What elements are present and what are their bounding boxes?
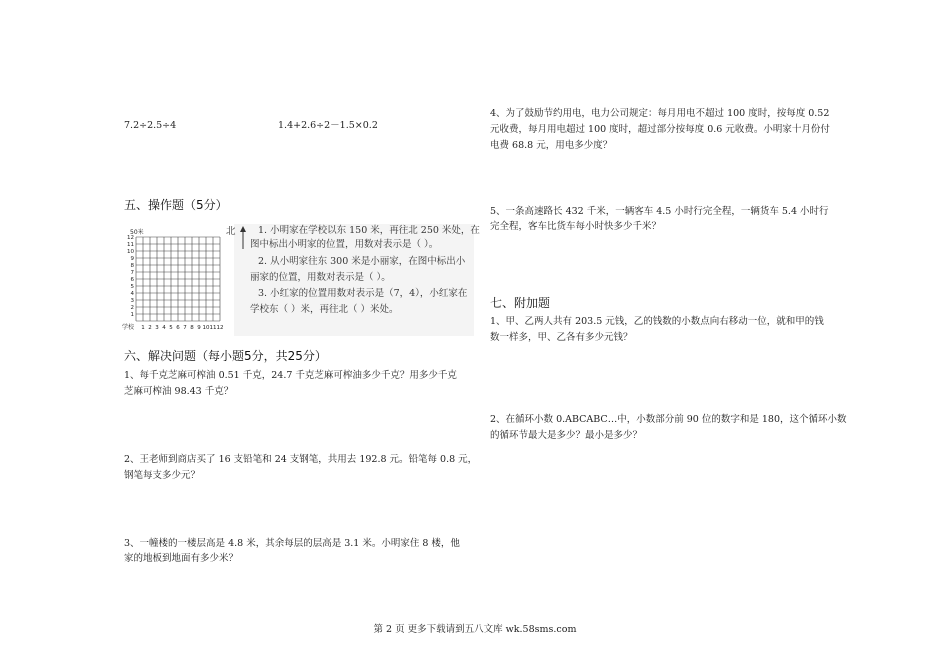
y-tick-label: 5	[130, 284, 134, 290]
right-q5-line1: 5、一条高速路长 432 千米，一辆客车 4.5 小时行完全程，一辆货车 5.4 小时行	[490, 206, 829, 217]
instruction-line-1: 1. 小明家在学校以东 150 米，再往北 250 米处，在	[258, 225, 480, 236]
north-label: 北	[226, 226, 236, 237]
instruction-line-2: 图中标出小明家的位置，用数对表示是（ ）。	[250, 239, 439, 250]
right-q4-line1: 4、为了鼓励节约用电，电力公司规定：每月用电不超过 100 度时，按每度 0.52	[490, 108, 830, 119]
section7-title: 七、附加题	[490, 296, 551, 310]
s7-q1-line1: 1、甲、乙两人共有 203.5 元钱，乙的钱数的小数点向右移动一位，就和甲的钱	[490, 316, 824, 327]
y-tick-label: 2	[130, 305, 134, 311]
school-label: 学校	[122, 324, 135, 331]
section5-title: 五、操作题（5分）	[124, 198, 228, 212]
instruction-line-3: 2. 从小明家往东 300 米是小丽家，在图中标出小	[258, 256, 466, 267]
x-tick-label: 4	[162, 325, 166, 331]
y-tick-label: 1	[130, 312, 134, 318]
operation-instructions	[226, 224, 480, 336]
s7-q2-line1: 2、在循环小数 0.ABCABC…中，小数部分前 90 位的数字和是 180，这个循环小数	[490, 414, 847, 425]
x-tick-label: 3	[155, 325, 159, 331]
x-tick-label: 12	[216, 325, 224, 331]
x-tick-label: 6	[176, 325, 180, 331]
page-footer: 第 2 页 更多下载请到五八文库 wk.58sms.com	[373, 624, 577, 635]
y-tick-label: 11	[127, 242, 134, 248]
y-tick-label: 8	[130, 263, 134, 269]
instruction-line-6: 学校东（ ）米，再往北（ ）米处。	[250, 304, 399, 315]
x-tick-label: 9	[197, 325, 201, 331]
north-arrow-icon	[238, 226, 248, 250]
s6-q1-line1: 1、每千克芝麻可榨油 0.51 千克，24.7 千克芝麻可榨油多少千克？用多少千克	[124, 370, 457, 381]
x-tick-label: 8	[190, 325, 194, 331]
y-tick-label: 3	[130, 298, 134, 304]
grid-scale-label: 50米	[130, 229, 144, 236]
calc-expression-2: 1.4+2.6÷2－1.5×0.2	[278, 120, 378, 131]
grid-svg	[122, 224, 234, 336]
s6-q1-line2: 芝麻可榨油 98.43 千克？	[124, 386, 234, 397]
s6-q2-line2: 钢笔每支多少元？	[124, 470, 201, 481]
y-tick-label: 4	[130, 291, 134, 297]
x-tick-label: 7	[183, 325, 187, 331]
x-tick-label: 5	[169, 325, 173, 331]
coordinate-grid	[122, 224, 234, 336]
right-q5-line2: 完全程，客车比货车每小时快多少千米？	[490, 221, 662, 232]
y-tick-label: 9	[130, 256, 134, 262]
x-tick-label: 2	[148, 325, 152, 331]
x-tick-label: 1	[141, 325, 145, 331]
instruction-line-4: 丽家的位置，用数对表示是（ ）。	[250, 272, 391, 283]
s7-q1-line2: 数一样多，甲、乙各有多少元钱？	[490, 332, 633, 343]
y-tick-label: 12	[127, 235, 134, 241]
s6-q3-line2: 家的地板到地面有多少米？	[124, 553, 239, 564]
x-tick-label: 10	[202, 325, 210, 331]
s6-q3-line1: 3、一幢楼的一楼层高是 4.8 米，其余每层的层高是 3.1 米。小明家住 8 楼，他	[124, 538, 460, 549]
instruction-line-5: 3. 小红家的位置用数对表示是（7，4），小红家在	[258, 288, 468, 299]
right-q4-line2: 元收费，每月用电超过 100 度时，超过部分按每度 0.6 元收费。小明家十月份付	[490, 124, 830, 135]
right-q4-line3: 电费 68.8 元，用电多少度？	[490, 140, 613, 151]
coordinate-figure	[122, 224, 480, 336]
s6-q2-line1: 2、王老师到商店买了 16 支铅笔和 24 支钢笔，共用去 192.8 元。铅笔每 0.8 元，	[124, 454, 478, 465]
calc-expression-1: 7.2÷2.5÷4	[124, 120, 177, 131]
y-tick-label: 7	[130, 270, 134, 276]
y-tick-label: 6	[130, 277, 134, 283]
y-tick-label: 10	[127, 249, 134, 255]
section6-title: 六、解决问题（每小题5分，共25分）	[124, 349, 327, 363]
s7-q2-line2: 的循环节最大是多少？最小是多少？	[490, 430, 643, 441]
x-tick-label: 11	[209, 325, 217, 331]
